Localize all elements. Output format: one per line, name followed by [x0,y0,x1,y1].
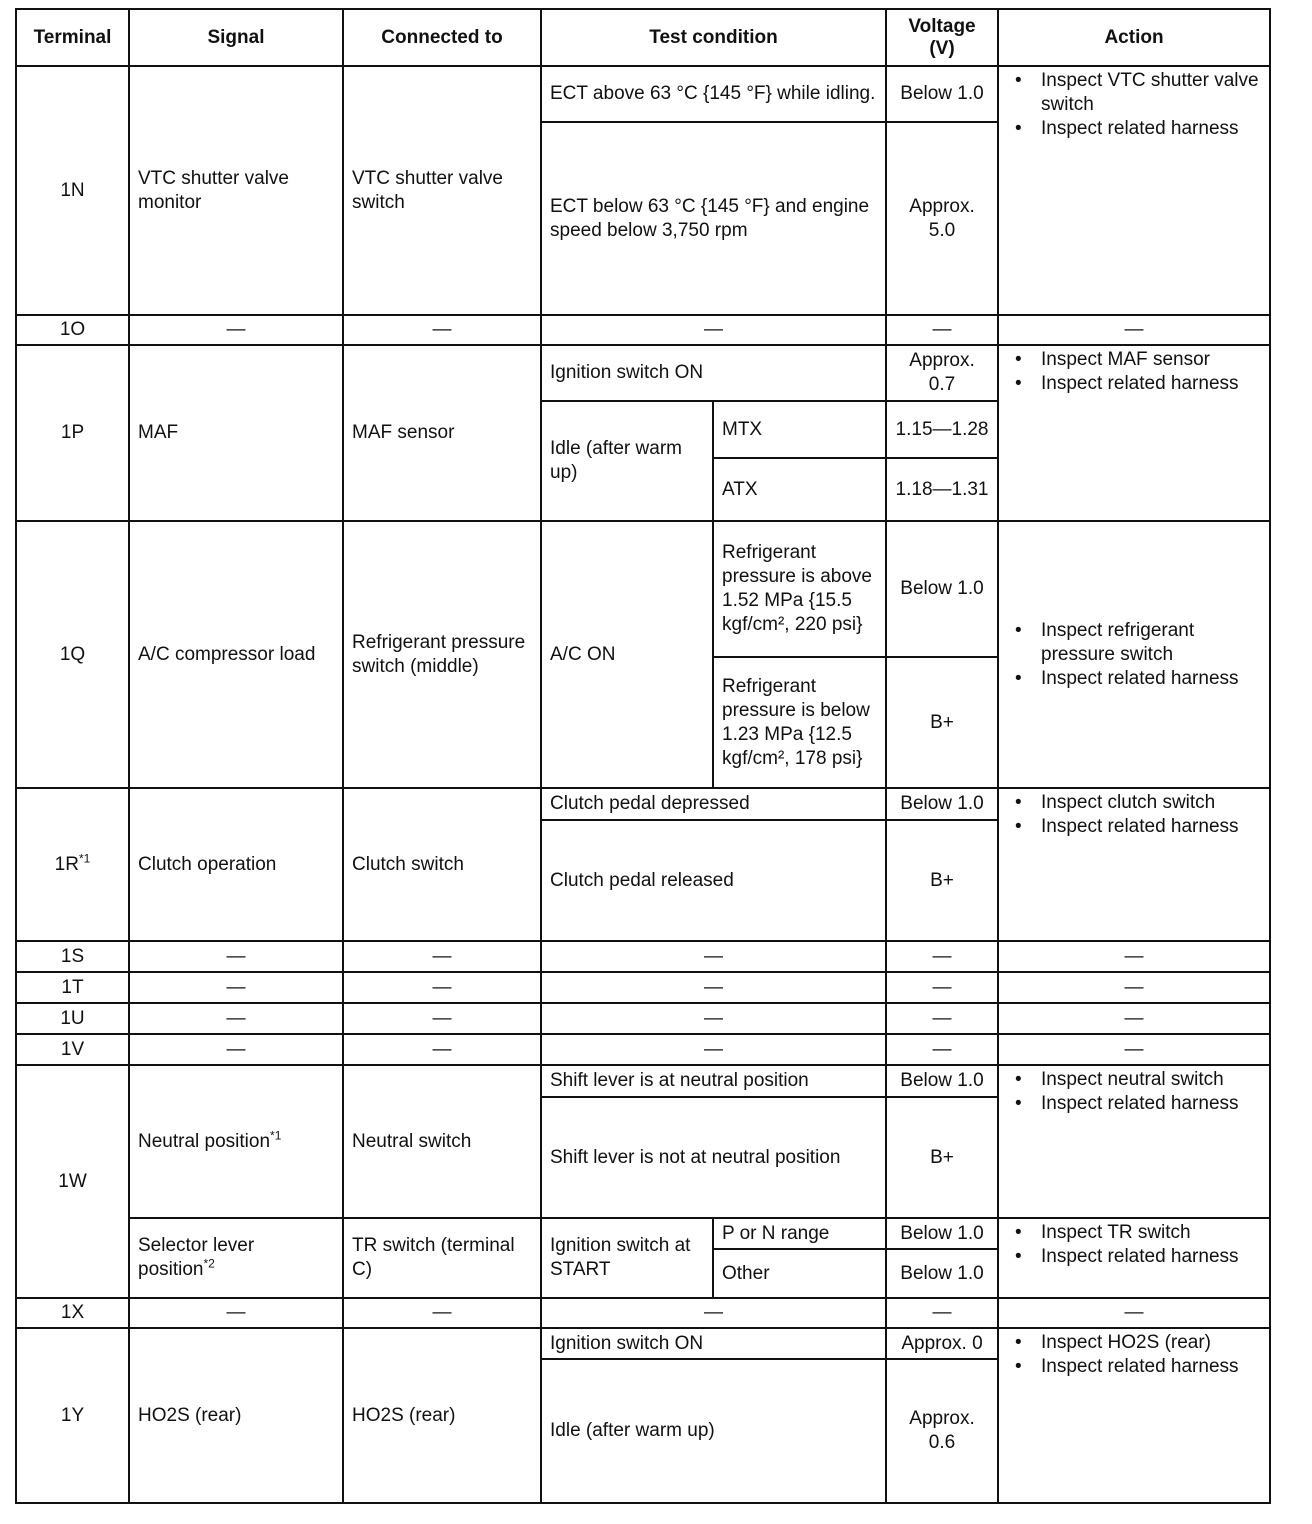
signal [129,1065,343,1218]
dash: — [129,1298,343,1328]
action [998,788,1270,941]
signal-text: Neutral position [138,1130,271,1152]
dash: — [343,1003,541,1034]
dash: — [343,972,541,1003]
dash: — [886,941,998,972]
connected-to: Refrigerant pressure switch (middle) [343,521,541,788]
test-condition: Shift lever is not at neutral position [541,1097,886,1218]
voltage: Approx. 5.0 [886,122,998,315]
dash: — [343,1034,541,1065]
signal-text: Selector lever position [138,1235,255,1280]
action-item: • Inspect clutch switch [1041,791,1261,815]
terminal: 1X [16,1298,129,1328]
dash: — [998,972,1270,1003]
voltage: Below 1.0 [886,521,998,657]
test-sub-condition: Refrigerant pressure is above 1.52 MPa {15.5 kgf/cm², 220 psi} [713,521,886,657]
action-item: • Inspect HO2S (rear) [1041,1331,1261,1355]
test-condition: Idle (after warm up) [541,1359,886,1503]
action [998,521,1270,788]
test-condition: A/C ON [541,521,713,788]
dash: — [343,1298,541,1328]
terminal: 1T [16,972,129,1003]
dash: — [343,315,541,345]
dash: — [998,941,1270,972]
voltage: B+ [886,820,998,941]
dash: — [541,315,886,345]
dash: — [886,1298,998,1328]
action [998,1065,1270,1218]
connected-to: MAF sensor [343,345,541,521]
table-row [16,315,1270,345]
header-row [16,9,1270,66]
dash: — [343,941,541,972]
dash: — [541,1034,886,1065]
test-sub-condition: Other [713,1249,886,1298]
test-condition: Idle (after warm up) [541,401,713,521]
table-row [16,1065,1270,1097]
header-signal: Signal [129,9,343,66]
voltage: B+ [886,1097,998,1218]
header-test-condition: Test condition [541,9,886,66]
test-condition: Ignition switch ON [541,345,886,401]
footnote-mark: *1 [270,1128,282,1143]
dash: — [998,315,1270,345]
action-item: • Inspect related harness [1041,1245,1261,1269]
action [998,1218,1270,1298]
connected-to: HO2S (rear) [343,1328,541,1503]
dash: — [886,972,998,1003]
table-row [16,1218,1270,1249]
voltage: 1.15—1.28 [886,401,998,458]
voltage: Below 1.0 [886,1065,998,1097]
voltage: Approx. 0 [886,1328,998,1359]
terminal [16,788,129,941]
signal: HO2S (rear) [129,1328,343,1503]
signal: VTC shutter valve monitor [129,66,343,315]
table-row [16,788,1270,820]
dash: — [998,1298,1270,1328]
voltage: Below 1.0 [886,788,998,820]
terminal: 1Q [16,521,129,788]
terminal-id: 1R [54,853,79,875]
test-condition: Shift lever is at neutral position [541,1065,886,1097]
header-action: Action [998,9,1270,66]
dash: — [129,315,343,345]
dash: — [129,1034,343,1065]
voltage: B+ [886,657,998,788]
dash: — [129,972,343,1003]
dash: — [129,1003,343,1034]
action-item: • Inspect TR switch [1041,1221,1261,1245]
test-condition: Clutch pedal depressed [541,788,886,820]
header-terminal: Terminal [16,9,129,66]
table-row [16,1003,1270,1034]
test-condition: ECT above 63 °C {145 °F} while idling. [541,66,886,122]
action [998,66,1270,315]
footnote-mark: *1 [78,851,91,866]
action-item: • Inspect related harness [1041,117,1261,141]
signal: Clutch operation [129,788,343,941]
action-item: • Inspect refrigerant pressure switch [1041,619,1261,667]
voltage: Approx. 0.6 [886,1359,998,1503]
dash: — [541,1003,886,1034]
dash: — [541,1298,886,1328]
dash: — [886,315,998,345]
action-item: • Inspect neutral switch [1041,1068,1261,1092]
dash: — [886,1003,998,1034]
test-sub-condition: P or N range [713,1218,886,1249]
table-row [16,521,1270,657]
terminal-voltage-table [15,8,1271,1504]
table-row [16,941,1270,972]
test-condition: Ignition switch at START [541,1218,713,1298]
connected-to: VTC shutter valve switch [343,66,541,315]
action [998,345,1270,521]
terminal: 1N [16,66,129,315]
table-row [16,1034,1270,1065]
action-item: • Inspect related harness [1041,372,1261,396]
action-item: • Inspect MAF sensor [1041,348,1261,372]
action-item: • Inspect related harness [1041,667,1261,691]
dash: — [129,941,343,972]
dash: — [998,1003,1270,1034]
test-condition: Ignition switch ON [541,1328,886,1359]
action-item: • Inspect related harness [1041,815,1261,839]
test-sub-condition: Refrigerant pressure is below 1.23 MPa {12.5 kgf/cm², 178 psi} [713,657,886,788]
voltage: Below 1.0 [886,1218,998,1249]
header-voltage: Voltage (V) [886,9,998,66]
action-item: • Inspect related harness [1041,1355,1261,1379]
signal [129,1218,343,1298]
terminal: 1Y [16,1328,129,1503]
terminal: 1O [16,315,129,345]
terminal: 1U [16,1003,129,1034]
terminal: 1V [16,1034,129,1065]
table-row [16,1328,1270,1359]
dash: — [541,941,886,972]
table-row [16,66,1270,122]
test-sub-condition: MTX [713,401,886,458]
voltage: Below 1.0 [886,66,998,122]
table-row [16,972,1270,1003]
voltage: Below 1.0 [886,1249,998,1298]
table-row [16,345,1270,401]
voltage: Approx. 0.7 [886,345,998,401]
dash: — [998,1034,1270,1065]
terminal: 1P [16,345,129,521]
action [998,1328,1270,1503]
dash: — [541,972,886,1003]
signal: MAF [129,345,343,521]
connected-to: Neutral switch [343,1065,541,1218]
test-sub-condition: ATX [713,458,886,521]
action-item: • Inspect related harness [1041,1092,1261,1116]
terminal: 1W [16,1065,129,1298]
table-row [16,1298,1270,1328]
footnote-mark: *2 [203,1256,215,1271]
voltage: 1.18—1.31 [886,458,998,521]
connected-to: TR switch (terminal C) [343,1218,541,1298]
test-condition: Clutch pedal released [541,820,886,941]
signal: A/C compressor load [129,521,343,788]
test-condition: ECT below 63 °C {145 °F} and engine speed below 3,750 rpm [541,122,886,315]
connected-to: Clutch switch [343,788,541,941]
dash: — [886,1034,998,1065]
header-connected-to: Connected to [343,9,541,66]
terminal: 1S [16,941,129,972]
action-item: • Inspect VTC shutter valve switch [1041,69,1261,117]
